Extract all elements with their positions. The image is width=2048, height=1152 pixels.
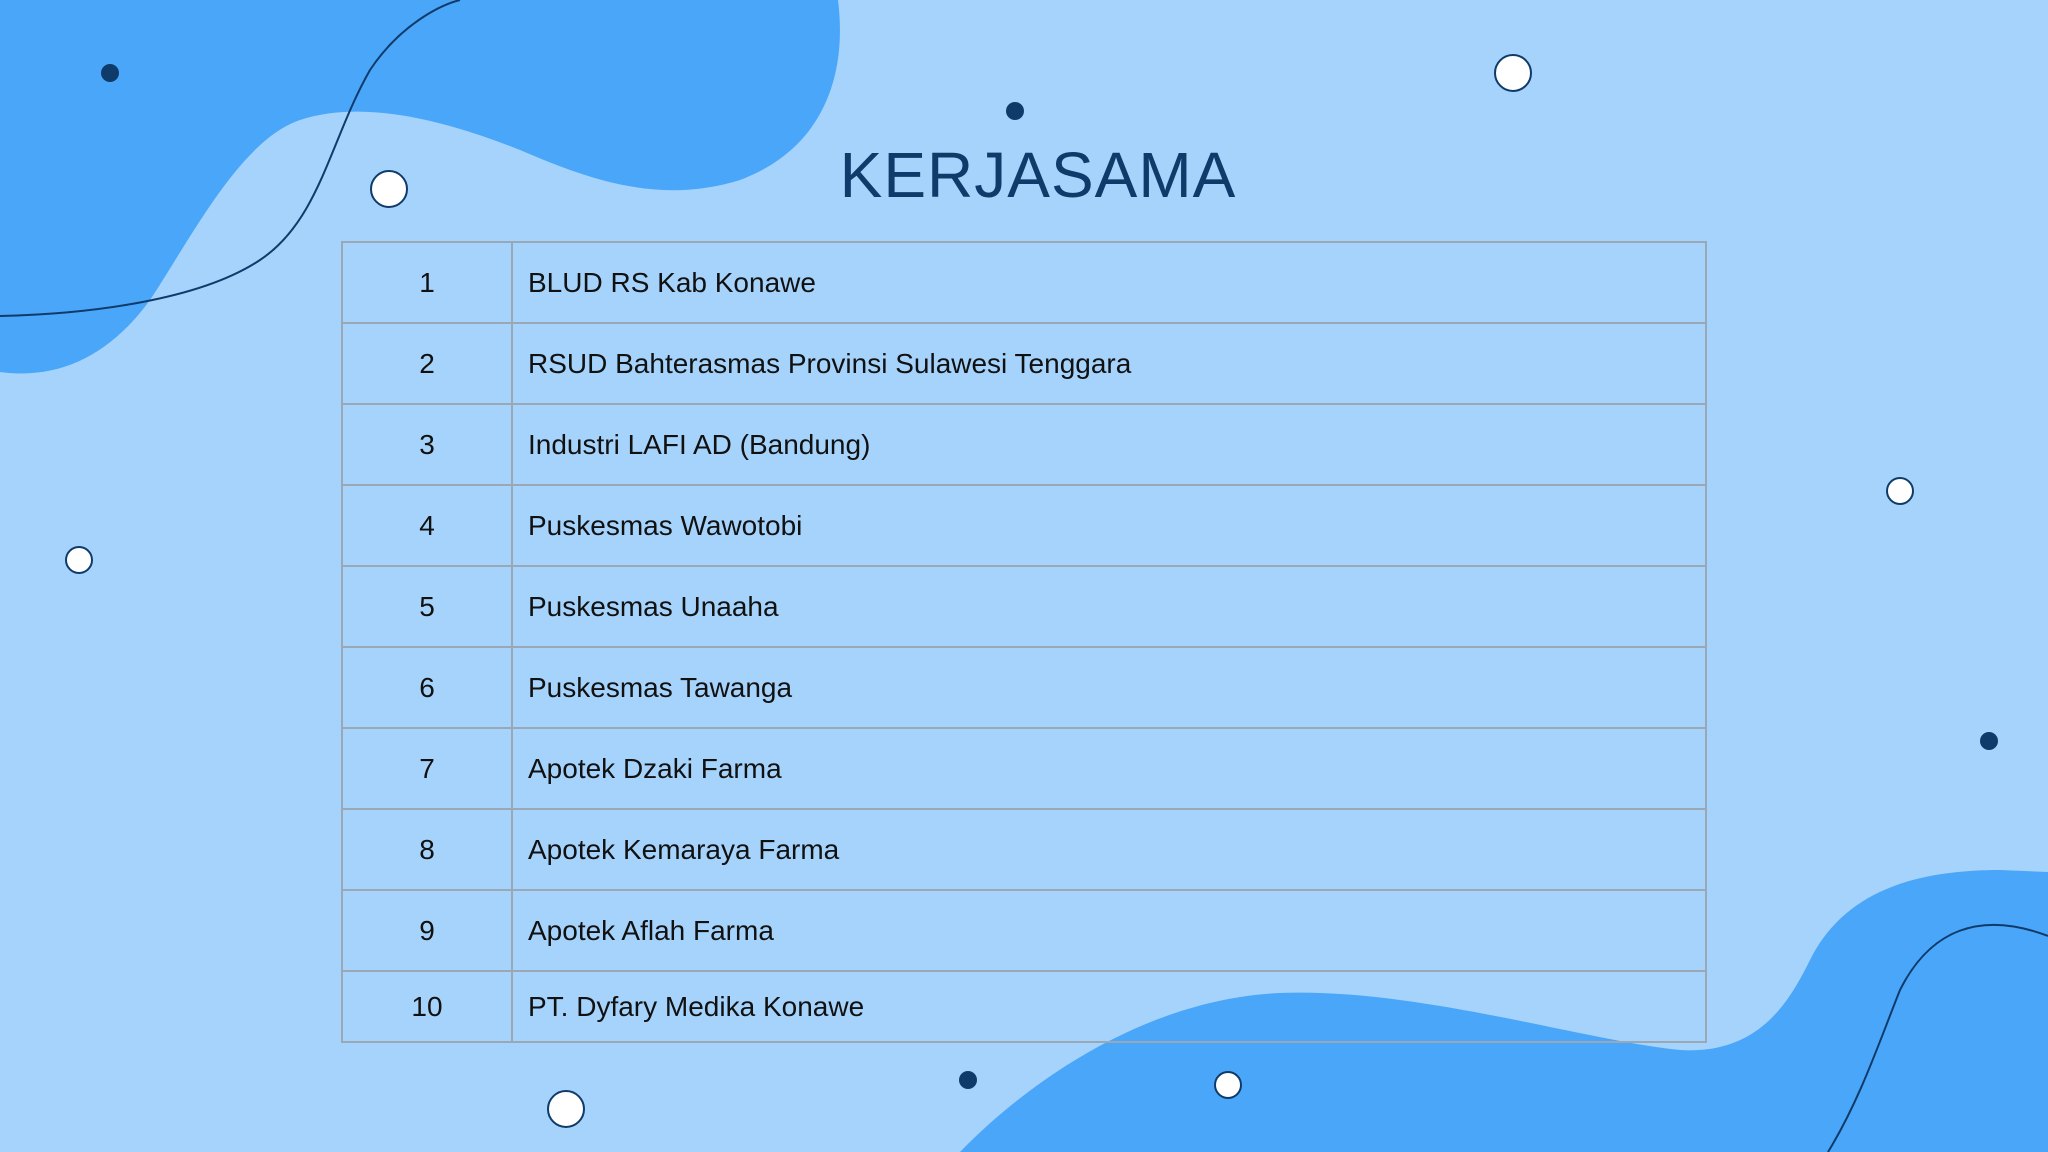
table-row [342, 485, 1706, 566]
row-number: 7 [342, 728, 512, 809]
light-dot [548, 1091, 584, 1127]
row-number: 4 [342, 485, 512, 566]
table-row [342, 971, 1706, 1042]
row-number: 5 [342, 566, 512, 647]
table-row [342, 242, 1706, 323]
row-number: 8 [342, 809, 512, 890]
dark-dot [1980, 732, 1998, 750]
partner-name: Apotek Aflah Farma [512, 890, 1706, 971]
partners-table [341, 241, 1707, 1043]
row-number: 9 [342, 890, 512, 971]
table-row [342, 890, 1706, 971]
dark-dot [1006, 102, 1024, 120]
light-dot [66, 547, 92, 573]
partner-name: Apotek Kemaraya Farma [512, 809, 1706, 890]
partner-name: Puskesmas Wawotobi [512, 485, 1706, 566]
row-number: 2 [342, 323, 512, 404]
light-dot [1887, 478, 1913, 504]
light-dot [1495, 55, 1531, 91]
partner-name: Apotek Dzaki Farma [512, 728, 1706, 809]
table-row [342, 404, 1706, 485]
partner-name: Industri LAFI AD (Bandung) [512, 404, 1706, 485]
row-number: 3 [342, 404, 512, 485]
table-row [342, 566, 1706, 647]
partner-name: Puskesmas Tawanga [512, 647, 1706, 728]
row-number: 6 [342, 647, 512, 728]
page-title: KERJASAMA [839, 139, 1237, 211]
partner-name: BLUD RS Kab Konawe [512, 242, 1706, 323]
table-row [342, 728, 1706, 809]
partner-name: PT. Dyfary Medika Konawe [512, 971, 1706, 1042]
partner-name: RSUD Bahterasmas Provinsi Sulawesi Tenggara [512, 323, 1706, 404]
dark-dot [959, 1071, 977, 1089]
dark-dot [101, 64, 119, 82]
partner-name: Puskesmas Unaaha [512, 566, 1706, 647]
table-row [342, 323, 1706, 404]
row-number: 1 [342, 242, 512, 323]
light-dot [1215, 1072, 1241, 1098]
table-row [342, 809, 1706, 890]
table-row [342, 647, 1706, 728]
row-number: 10 [342, 971, 512, 1042]
